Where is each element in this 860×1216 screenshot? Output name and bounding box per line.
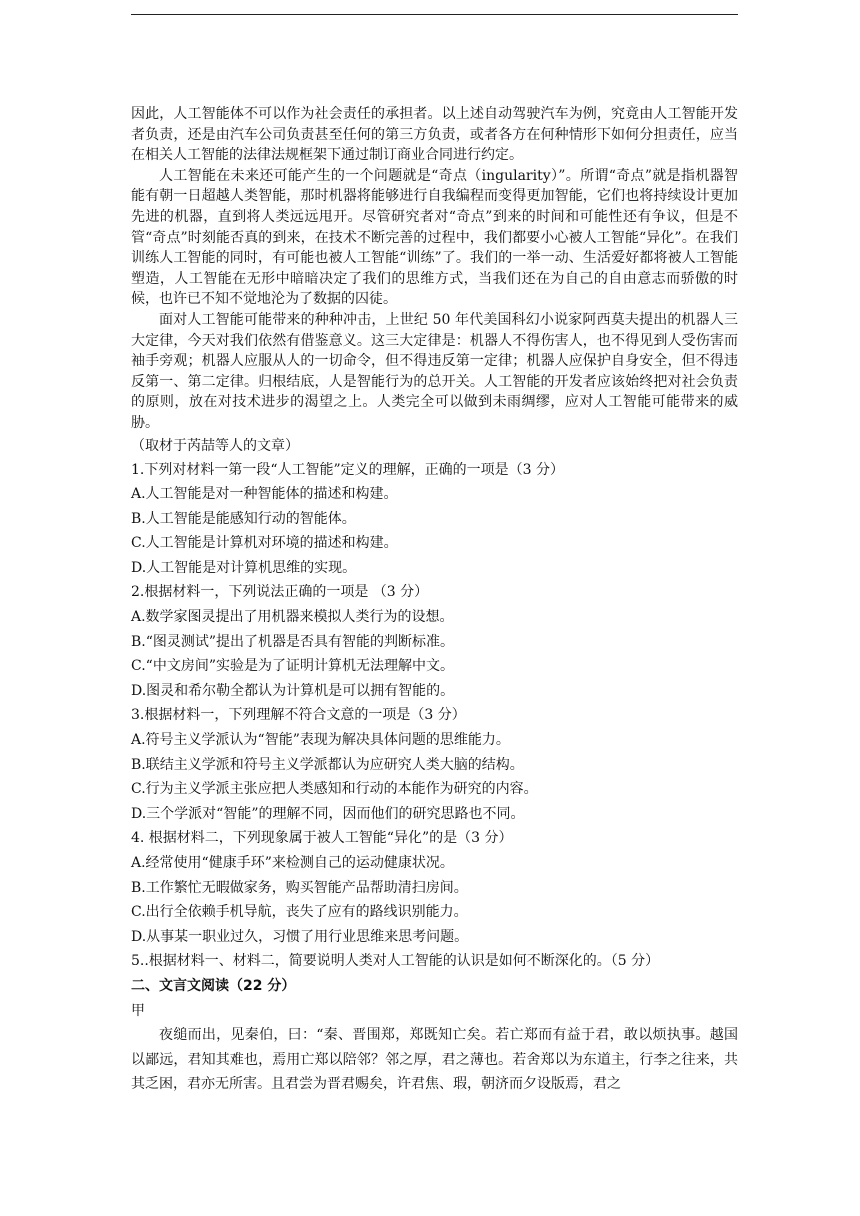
question-list — [131, 458, 738, 974]
option-1a: A.人工智能是对一种智能体的描述和构建。 — [131, 486, 398, 503]
option-1c: C.人工智能是计算机对环境的描述和构建。 — [131, 535, 398, 552]
paragraph-1: 因此，人工智能体不可以作为社会责任的承担者。以上述自动驾驶汽车为例，究竟由人工智能开发者负责，还是由汽车公司负责甚至任何的第三方负责，或者各方在何种情形下如何分担责任，应当在相关人工智能的法律法规框架下通过制订商业合同进行约定。 — [131, 106, 738, 164]
option-1b: B.人工智能是能感知行动的智能体。 — [131, 510, 356, 527]
option-4c: C.出行全依赖手机导航，丧失了应有的路线识别能力。 — [131, 904, 468, 921]
header-rule — [131, 14, 738, 15]
question-2: 2.根据材料一，下列说法正确的一项是 （3 分） — [131, 584, 429, 601]
option-4a: A.经常使用“健康手环”来检测自己的运动健康状况。 — [131, 855, 454, 871]
question-4: 4. 根据材料二，下列现象属于被人工智能“异化”的是（3 分） — [131, 830, 513, 847]
option-3b: B.联结主义学派和符号主义学派都认为应研究人类大脑的结构。 — [131, 756, 524, 773]
section-heading: 二、文言文阅读（22 分） — [131, 977, 296, 994]
option-3d: D.三个学派对“智能”的理解不同，因而他们的研究思路也不同。 — [131, 805, 525, 822]
source-citation: （取材于芮喆等人的文章） — [131, 437, 299, 454]
paragraph-2: 人工智能在未来还可能产生的一个问题就是“奇点（ingularity）”。所谓“奇点”就是指机器智能有朝一日超越人类智能，那时机器将能够进行自我编程而变得更加智能，它们也将持续设计更加先进的机器，直到将人类远远甩开。尽管研究者对“奇点”到来的时间和可能性还有争议，但是不管“奇点”时刻能否真的到来，在技术不断完善的过程中，我们都要小心被人工智能“异化”。在我们训练人工智能的同时，有可能也被人工智能“训练”了。我们的一举一动、生活爱好都将被人工智能塑造，人工智能在无形中暗暗决定了我们的思维方式，当我们还在为自己的自由意志而骄傲的时候，也许已不知不觉地沦为了数据的囚徒。 — [131, 167, 738, 308]
option-3c: C.行为主义学派主张应把人类感知和行动的本能作为研究的内容。 — [131, 781, 538, 798]
page-body — [131, 104, 738, 1097]
question-1: 1.下列对材料一第一段“人工智能”定义的理解，正确的一项是（3 分） — [131, 461, 565, 478]
question-5: 5..根据材料一、材料二，简要说明人类对人工智能的认识是如何不断深化的。（5 分） — [131, 953, 660, 970]
option-2a: A.数学家图灵提出了用机器来模拟人类行为的设想。 — [131, 609, 454, 626]
option-2d: D.图灵和希尔勒全都认为计算机是可以拥有智能的。 — [131, 682, 455, 699]
option-1d: D.人工智能是对计算机思维的实现。 — [131, 559, 357, 576]
question-3: 3.根据材料一，下列理解不符合文意的一项是（3 分） — [131, 707, 466, 724]
option-2b: B.“图灵测试”提出了机器是否具有智能的判断标准。 — [131, 633, 455, 650]
option-2c: C.“中文房间”实验是为了证明计算机无法理解中文。 — [131, 658, 454, 675]
option-4d: D.从事某一职业过久，习惯了用行业思维来思考问题。 — [131, 928, 469, 945]
section-label: 甲 — [131, 1002, 145, 1019]
option-3a: A.符号主义学派认为“智能”表现为解决具体问题的思维能力。 — [131, 732, 510, 749]
classical-text: 夜缒而出，见秦伯，曰：“秦、晋围郑，郑既知亡矣。若亡郑而有益于君，敢以烦执事。越国以鄙远，君知其难也，焉用亡郑以陪邻？邻之厚，君之薄也。若舍郑以为东道主，行李之往来，共其乏困，君亦无所害。且君尝为晋君赐矣，许君焦、瑕，朝济而夕设版焉，君之 — [131, 1027, 738, 1093]
option-4b: B.工作繁忙无暇做家务，购买智能产品帮助清扫房间。 — [131, 879, 468, 896]
paragraph-3: 面对人工智能可能带来的种种冲击，上世纪 50 年代美国科幻小说家阿西莫夫提出的机器人三大定律，今天对我们依然有借鉴意义。这三大定律是：机器人不得伤害人，也不得见到人受伤害而袖手旁观；机器人应服从人的一切命令，但不得违反第一定律；机器人应保护自身安全，但不得违反第一、第二定律。归根结底，人是智能行为的总开关。人工智能的开发者应该始终把对社会负责的原则，放在对技术进步的渴望之上。人类完全可以做到未雨绸缪，应对人工智能可能带来的威胁。 — [131, 311, 738, 431]
